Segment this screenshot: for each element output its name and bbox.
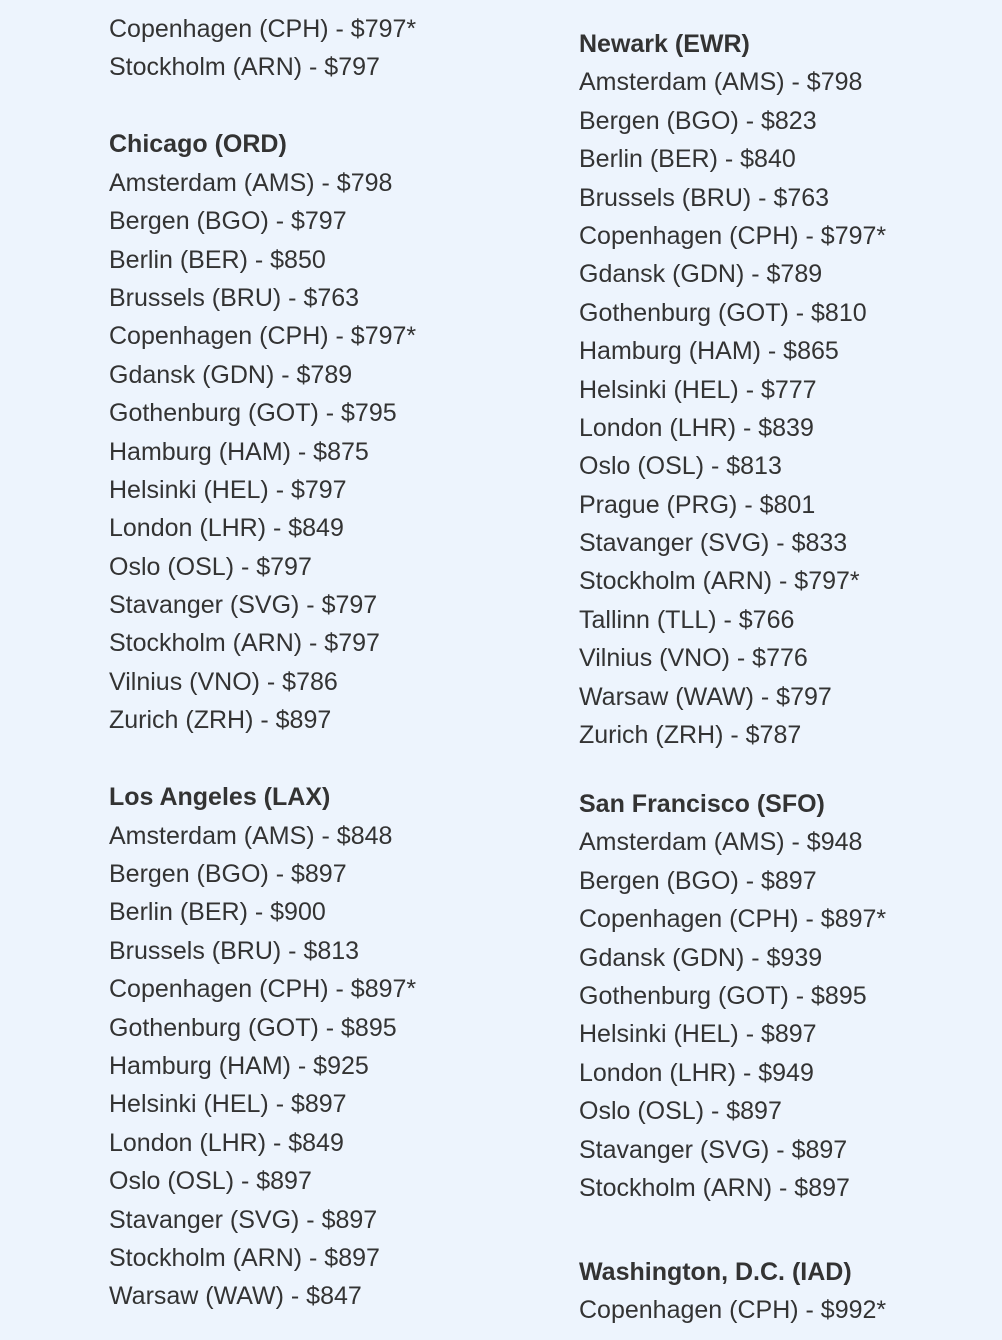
fare-list-item: Stockholm (ARN) - $797 [109, 53, 380, 82]
fare-list-item: Bergen (BGO) - $823 [579, 106, 817, 135]
fare-list-item: Copenhagen (CPH) - $897* [109, 975, 417, 1004]
fare-list-item: Berlin (BER) - $900 [109, 898, 326, 927]
fare-list-item: Oslo (OSL) - $813 [579, 452, 782, 481]
fare-list-item: Stockholm (ARN) - $797 [109, 629, 380, 658]
fare-list-item: Prague (PRG) - $801 [579, 490, 816, 519]
fare-list-item: Bergen (BGO) - $897 [579, 866, 817, 895]
fare-section [109, 778, 416, 1315]
fare-list-item: Copenhagen (CPH) - $797* [579, 221, 887, 250]
departure-city-heading: Los Angeles (LAX) [109, 783, 331, 812]
fare-list-item: Bergen (BGO) - $797 [109, 207, 347, 236]
fare-list-item: Hamburg (HAM) - $925 [109, 1051, 369, 1080]
fare-list-item: Stockholm (ARN) - $797* [579, 567, 860, 596]
departure-city-heading: Washington, D.C. (IAD) [579, 1257, 852, 1286]
fare-list-item: Oslo (OSL) - $897 [109, 1167, 312, 1196]
fare-section [579, 25, 886, 754]
fare-list-item: Gdansk (GDN) - $789 [109, 360, 353, 389]
fare-list-item: Gothenburg (GOT) - $795 [109, 399, 397, 428]
fare-section [109, 10, 416, 87]
fare-list-item: Gothenburg (GOT) - $810 [579, 298, 867, 327]
right-column [579, 25, 886, 1330]
fare-list-item: Stavanger (SVG) - $797 [109, 591, 378, 620]
fare-list-item: Amsterdam (AMS) - $948 [579, 828, 863, 857]
fare-list-item: Warsaw (WAW) - $847 [109, 1282, 362, 1311]
fare-list-item: London (LHR) - $949 [579, 1058, 814, 1087]
departure-city-heading: Newark (EWR) [579, 30, 750, 58]
fare-list-item: London (LHR) - $839 [579, 413, 814, 442]
fare-list-item: Gdansk (GDN) - $789 [579, 260, 823, 289]
fare-section [109, 125, 416, 739]
fare-section [579, 1253, 886, 1330]
fare-list-item: Gdansk (GDN) - $939 [579, 943, 823, 972]
fare-list-item: Gothenburg (GOT) - $895 [579, 981, 867, 1010]
fare-section [579, 785, 886, 1207]
fare-list-item: Copenhagen (CPH) - $897* [579, 905, 887, 934]
fare-list-item: Brussels (BRU) - $763 [109, 283, 360, 312]
fare-list-item: Helsinki (HEL) - $797 [109, 475, 347, 504]
fare-list-item: Amsterdam (AMS) - $798 [579, 68, 863, 97]
fare-list-item: Hamburg (HAM) - $865 [579, 337, 839, 366]
departure-city-heading: Chicago (ORD) [109, 130, 287, 159]
fare-list-item: Helsinki (HEL) - $777 [579, 375, 817, 404]
fare-list-item: Stavanger (SVG) - $833 [579, 529, 848, 558]
fare-list-item: Warsaw (WAW) - $797 [579, 682, 832, 711]
fare-list-item: Amsterdam (AMS) - $798 [109, 168, 393, 197]
fare-list-item: Vilnius (VNO) - $776 [579, 644, 808, 673]
fare-list-item: Gothenburg (GOT) - $895 [109, 1013, 397, 1042]
fare-list-item: Helsinki (HEL) - $897 [109, 1090, 347, 1119]
fare-list-item: Hamburg (HAM) - $875 [109, 437, 369, 466]
fare-list-item: Helsinki (HEL) - $897 [579, 1020, 817, 1049]
fare-list-item: Stockholm (ARN) - $897 [579, 1173, 850, 1202]
left-column [109, 10, 416, 1316]
fare-list-item: Zurich (ZRH) - $897 [109, 706, 332, 735]
fare-list-item: Stavanger (SVG) - $897 [109, 1205, 378, 1234]
fare-list-item: Berlin (BER) - $850 [109, 245, 326, 274]
fare-list-item: Stockholm (ARN) - $897 [109, 1243, 380, 1272]
fare-list-item: Zurich (ZRH) - $787 [579, 721, 802, 750]
fare-list-item: Bergen (BGO) - $897 [109, 860, 347, 888]
fare-list-item: Amsterdam (AMS) - $848 [109, 821, 393, 850]
departure-city-heading: San Francisco (SFO) [579, 790, 825, 819]
fare-list-item: Tallinn (TLL) - $766 [579, 605, 795, 634]
fare-list-item: London (LHR) - $849 [109, 514, 344, 543]
fare-list-item: Oslo (OSL) - $797 [109, 552, 312, 581]
fare-list-item: Oslo (OSL) - $897 [579, 1097, 782, 1126]
fare-list-item: Copenhagen (CPH) - $797* [109, 322, 417, 351]
fare-list-item: Copenhagen (CPH) - $797* [109, 15, 417, 43]
fare-list-item: Berlin (BER) - $840 [579, 145, 796, 174]
fare-list-item: Stavanger (SVG) - $897 [579, 1135, 848, 1164]
fare-list-item: Copenhagen (CPH) - $992* [579, 1296, 887, 1325]
fare-list-item: Vilnius (VNO) - $786 [109, 667, 338, 696]
fare-list-item: Brussels (BRU) - $813 [109, 936, 360, 965]
fare-list-item: London (LHR) - $849 [109, 1128, 344, 1157]
fare-list-item: Brussels (BRU) - $763 [579, 183, 830, 212]
